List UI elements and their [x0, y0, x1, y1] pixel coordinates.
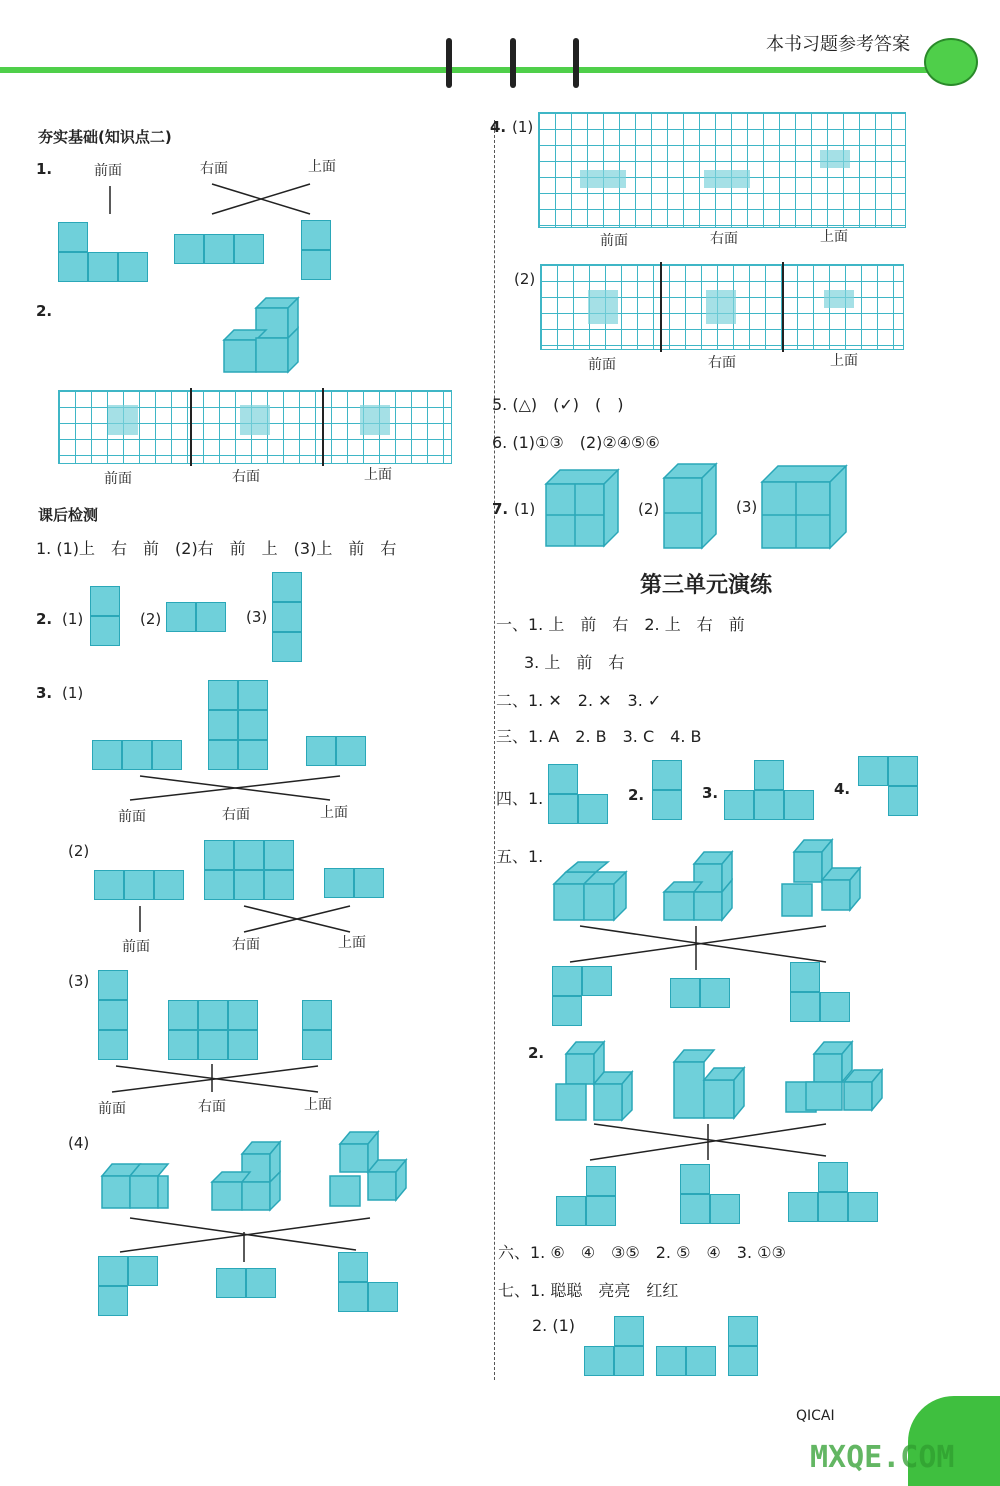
square	[614, 1316, 644, 1346]
label-front: 前面	[600, 233, 628, 249]
answer-u2: 二、1. ✕ 2. ✕ 3. ✓	[496, 691, 662, 710]
square	[272, 572, 302, 602]
square	[124, 870, 154, 900]
square	[858, 756, 888, 786]
shaded-cell	[240, 405, 270, 435]
square	[818, 1192, 848, 1222]
square	[94, 870, 124, 900]
label-right: 右面	[708, 355, 736, 371]
square	[820, 992, 850, 1022]
square	[198, 1000, 228, 1030]
square	[168, 1000, 198, 1030]
label-u5: 五、1.	[496, 847, 544, 866]
label-front: 前面	[98, 1101, 126, 1117]
square	[724, 790, 754, 820]
label-right: 右面	[232, 937, 260, 953]
answer-u6: 六、1. ⑥ ④ ③⑤ 2. ⑤ ④ 3. ①③	[498, 1243, 786, 1262]
label-front: 前面	[122, 939, 150, 955]
label-u5-2: 2.	[528, 1044, 545, 1062]
label-top: 上面	[320, 805, 348, 821]
square	[98, 970, 128, 1000]
column-divider	[494, 120, 496, 1380]
square	[168, 1030, 198, 1060]
part-3: (3)	[246, 608, 268, 626]
answer-r5: 5. (△) (✓) ( )	[492, 395, 624, 414]
question-number-1: 1.	[36, 160, 53, 178]
square	[58, 222, 88, 252]
grid-separator	[782, 262, 784, 352]
square	[166, 602, 196, 632]
square	[888, 786, 918, 816]
square	[301, 220, 331, 250]
square	[238, 710, 268, 740]
square	[234, 234, 264, 264]
label-u4-4: 4.	[834, 780, 851, 798]
label-top: 上面	[338, 935, 366, 951]
answer-k1: 1. (1)上 右 前 (2)右 前 上 (3)上 前 右	[36, 539, 397, 558]
label-front: 前面	[588, 357, 616, 373]
square	[790, 962, 820, 992]
header-green-line	[0, 67, 930, 73]
square	[234, 870, 264, 900]
footer-watermark: MXQE.COM	[810, 1440, 955, 1475]
footer-brand: QICAI	[796, 1408, 835, 1424]
square	[122, 740, 152, 770]
label-front: 前面	[118, 809, 146, 825]
square	[548, 794, 578, 824]
square	[228, 1000, 258, 1030]
square	[234, 840, 264, 870]
square	[198, 1030, 228, 1060]
square	[306, 736, 336, 766]
answer-r6: 6. (1)①③ (2)②④⑤⑥	[492, 433, 660, 452]
square	[208, 710, 238, 740]
part-1: (1)	[62, 610, 84, 628]
square	[174, 234, 204, 264]
square	[58, 252, 88, 282]
square	[98, 1030, 128, 1060]
square	[656, 1346, 686, 1376]
square	[208, 680, 238, 710]
label-u4: 四、1.	[496, 789, 544, 808]
square	[196, 602, 226, 632]
match-lines-u5-2	[0, 0, 1, 1]
square	[818, 1162, 848, 1192]
part-4: (4)	[68, 1134, 90, 1152]
square	[552, 996, 582, 1026]
square	[204, 840, 234, 870]
square	[680, 1194, 710, 1224]
label-top: 上面	[830, 353, 858, 369]
label-u4-2: 2.	[628, 786, 645, 804]
square	[670, 978, 700, 1008]
square	[700, 978, 730, 1008]
square	[652, 760, 682, 790]
answer-u1b: 3. 上 前 右	[524, 653, 625, 672]
grid-separator	[660, 262, 662, 352]
binder-ring-3	[573, 38, 579, 88]
square	[728, 1346, 758, 1376]
shaded-cell	[824, 290, 854, 308]
square	[88, 252, 118, 282]
square	[368, 1282, 398, 1312]
square	[228, 1030, 258, 1060]
square	[728, 1316, 758, 1346]
square	[548, 764, 578, 794]
label-top: 上面	[364, 467, 392, 483]
square	[98, 1256, 128, 1286]
question-number-2: 2.	[36, 302, 53, 320]
part-r7-2: (2)	[638, 500, 660, 518]
shaded-cell	[706, 290, 736, 324]
square	[272, 602, 302, 632]
square	[784, 790, 814, 820]
square	[582, 966, 612, 996]
grid-separator	[322, 388, 324, 466]
label-right: 右面	[222, 807, 250, 823]
part-1: (1)	[62, 684, 84, 702]
binder-ring-1	[446, 38, 452, 88]
label-front: 前面	[104, 471, 132, 487]
answer-u7: 七、1. 聪聪 亮亮 红红	[498, 1281, 679, 1300]
square	[586, 1166, 616, 1196]
grid-separator	[190, 388, 192, 466]
question-number-k3: 3.	[36, 684, 53, 702]
part-r4-1: (1)	[512, 118, 534, 136]
label-right: 右面	[232, 469, 260, 485]
square	[246, 1268, 276, 1298]
section-title-check: 课后检测	[38, 506, 99, 524]
square	[338, 1282, 368, 1312]
square	[754, 790, 784, 820]
question-number-r4: 4.	[490, 118, 507, 136]
shaded-cell	[588, 290, 618, 324]
square	[848, 1192, 878, 1222]
square	[586, 1196, 616, 1226]
square	[154, 870, 184, 900]
shaded-cell	[580, 170, 626, 188]
header-mascot-icon	[924, 38, 978, 86]
square	[354, 868, 384, 898]
square	[652, 790, 682, 820]
square	[90, 616, 120, 646]
part-2: (2)	[140, 610, 162, 628]
label-top: 上面	[304, 1097, 332, 1113]
square	[302, 1030, 332, 1060]
square	[264, 870, 294, 900]
square	[118, 252, 148, 282]
unit-title: 第三单元演练	[640, 573, 773, 598]
question-number-r7: 7.	[492, 500, 509, 518]
square	[710, 1194, 740, 1224]
square	[686, 1346, 716, 1376]
part-r7-1: (1)	[514, 500, 536, 518]
part-r4-2: (2)	[514, 270, 536, 288]
label-front: 前面	[94, 163, 122, 179]
square	[556, 1196, 586, 1226]
square	[584, 1346, 614, 1376]
square	[98, 1000, 128, 1030]
square	[204, 870, 234, 900]
label-right: 右面	[200, 161, 228, 177]
square	[264, 840, 294, 870]
square	[216, 1268, 246, 1298]
part-3: (3)	[68, 972, 90, 990]
square	[301, 250, 331, 280]
square	[238, 680, 268, 710]
square	[208, 740, 238, 770]
square	[324, 868, 354, 898]
square	[614, 1346, 644, 1376]
square	[272, 632, 302, 662]
label-u7-2: 2. (1)	[532, 1316, 576, 1335]
square	[92, 740, 122, 770]
square	[302, 1000, 332, 1030]
square	[128, 1256, 158, 1286]
square	[888, 756, 918, 786]
shaded-cell	[360, 405, 390, 435]
square	[788, 1192, 818, 1222]
square	[238, 740, 268, 770]
shaded-cell	[820, 150, 850, 168]
shaded-cell	[108, 405, 138, 435]
square	[578, 794, 608, 824]
square	[680, 1164, 710, 1194]
section-title-basic: 夯实基础(知识点二)	[38, 128, 172, 146]
header-title: 本书习题参考答案	[766, 34, 910, 55]
label-right: 右面	[198, 1099, 226, 1115]
label-right: 右面	[710, 231, 738, 247]
square	[754, 760, 784, 790]
square	[552, 966, 582, 996]
square	[338, 1252, 368, 1282]
part-2: (2)	[68, 842, 90, 860]
label-top: 上面	[820, 229, 848, 245]
square	[152, 740, 182, 770]
shaded-cell	[704, 170, 750, 188]
answer-u1a: 一、1. 上 前 右 2. 上 右 前	[496, 615, 745, 634]
square	[98, 1286, 128, 1316]
question-number-k2: 2.	[36, 610, 53, 628]
answer-u3: 三、1. A 2. B 3. C 4. B	[496, 727, 702, 746]
square	[336, 736, 366, 766]
label-top: 上面	[308, 159, 336, 175]
square	[204, 234, 234, 264]
label-u4-3: 3.	[702, 784, 719, 802]
binder-ring-2	[510, 38, 516, 88]
square	[90, 586, 120, 616]
part-r7-3: (3)	[736, 498, 758, 516]
square	[790, 992, 820, 1022]
